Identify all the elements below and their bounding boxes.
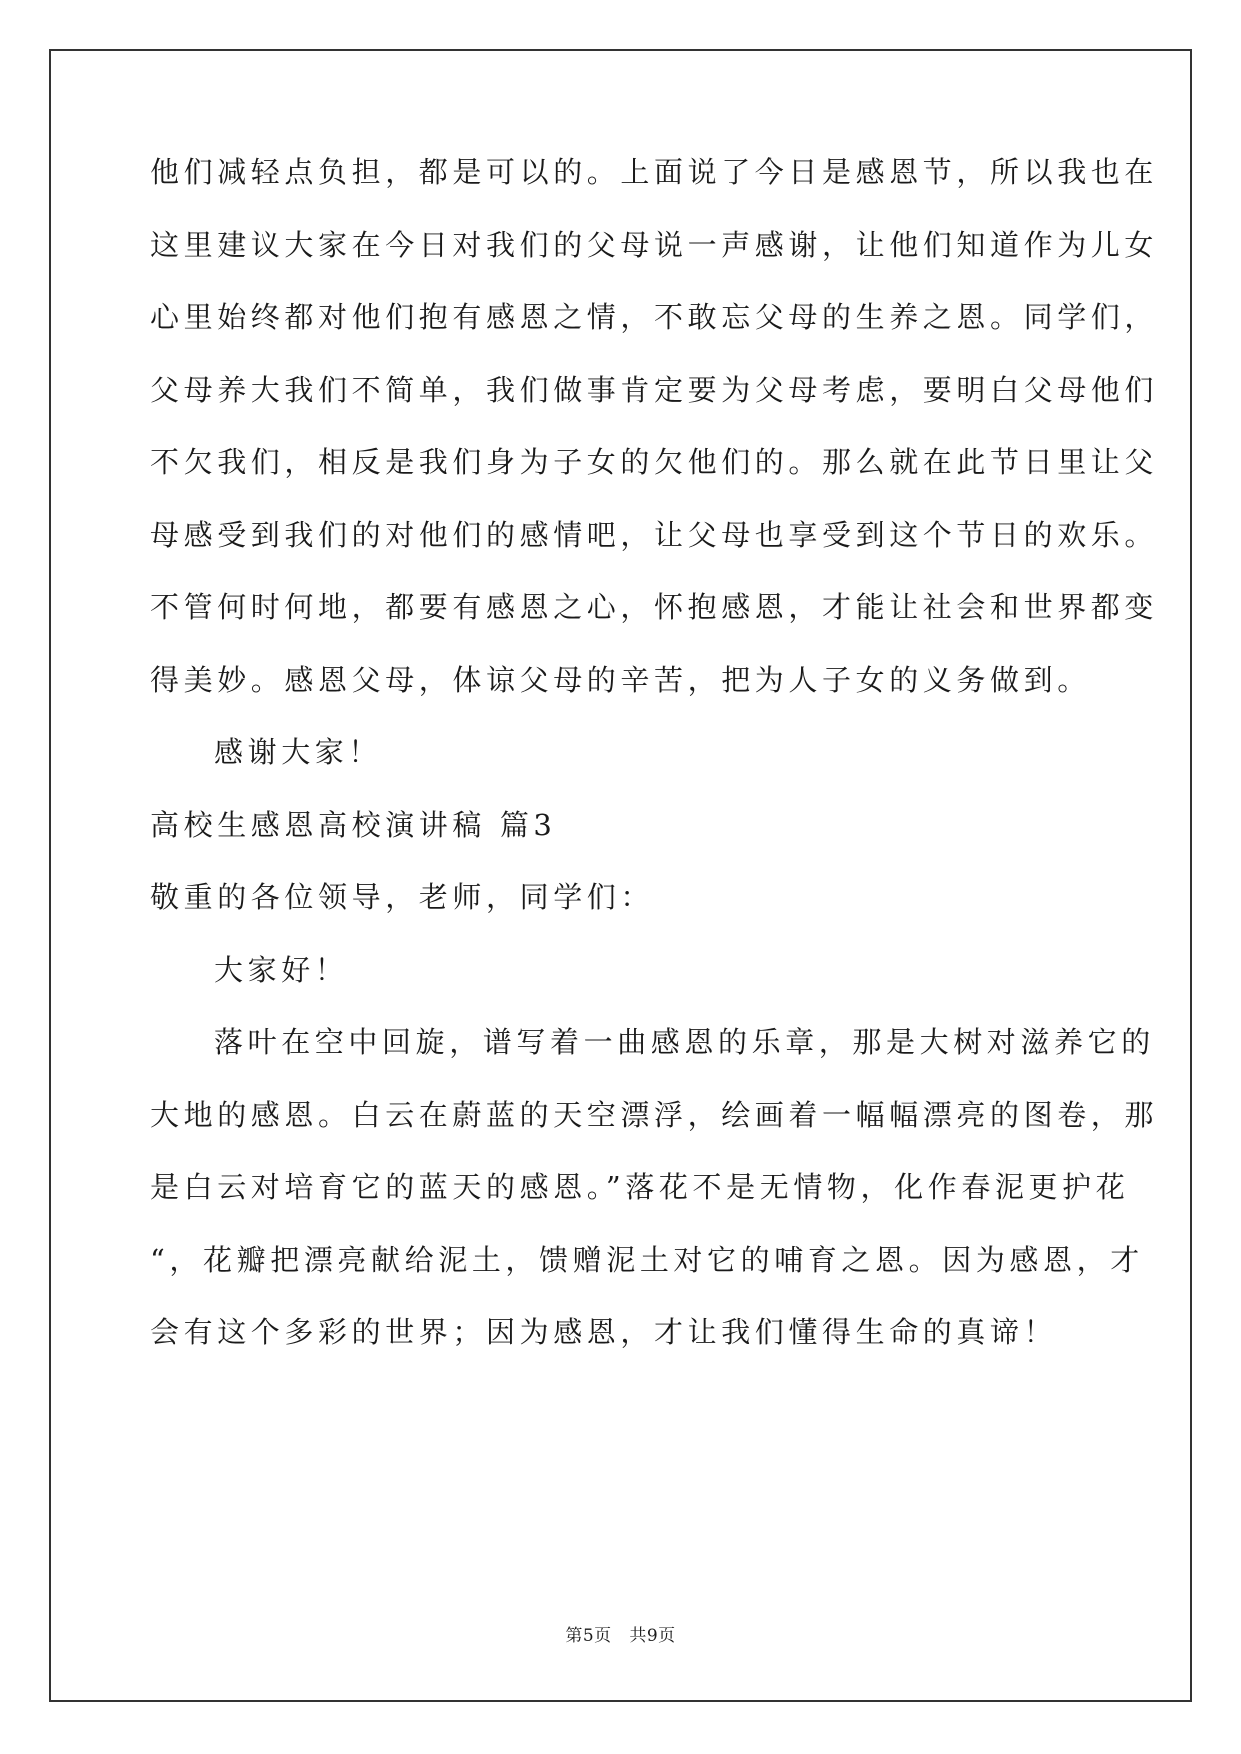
body-text-line: 是白云对培育它的蓝天的感恩。”落花不是无情物，化作春泥更护花	[150, 1170, 1130, 1204]
page-number-footer: 第5页 共9页	[565, 1626, 676, 1646]
body-text-line: 不管何时何地，都要有感恩之心，怀抱感恩，才能让社会和世界都变	[150, 590, 1159, 624]
body-text-line: “，花瓣把漂亮献给泥土，馈赠泥土对它的哺育之恩。因为感恩，才	[150, 1243, 1144, 1277]
body-text-line: 父母养大我们不简单，我们做事肯定要为父母考虑，要明白父母他们	[150, 373, 1159, 407]
greeting-line: 大家好！	[214, 953, 349, 987]
body-text-line: 母感受到我们的对他们的感情吧，让父母也享受到这个节日的欢乐。	[150, 518, 1159, 552]
body-text-line: 大地的感恩。白云在蔚蓝的天空漂浮，绘画着一幅幅漂亮的图卷，那	[150, 1098, 1159, 1132]
page-border	[49, 49, 1192, 1702]
body-text-line: 会有这个多彩的世界；因为感恩，才让我们懂得生命的真谛！	[150, 1315, 1058, 1349]
salutation: 敬重的各位领导，老师，同学们：	[150, 880, 655, 914]
section-heading: 高校生感恩高校演讲稿 篇3	[150, 808, 557, 842]
body-text-line: 心里始终都对他们抱有感恩之情，不敢忘父母的生养之恩。同学们，	[150, 300, 1159, 334]
body-text-line: 这里建议大家在今日对我们的父母说一声感谢，让他们知道作为儿女	[150, 228, 1159, 262]
body-text-line: 不欠我们，相反是我们身为子女的欠他们的。那么就在此节日里让父	[150, 445, 1159, 479]
body-text-line: 他们减轻点负担，都是可以的。上面说了今日是感恩节，所以我也在	[150, 155, 1159, 189]
closing-line: 感谢大家！	[214, 735, 383, 769]
body-text-line: 得美妙。感恩父母，体谅父母的辛苦，把为人子女的义务做到。	[150, 663, 1091, 697]
body-text-line: 落叶在空中回旋，谱写着一曲感恩的乐章，那是大树对滋养它的	[214, 1025, 1155, 1059]
